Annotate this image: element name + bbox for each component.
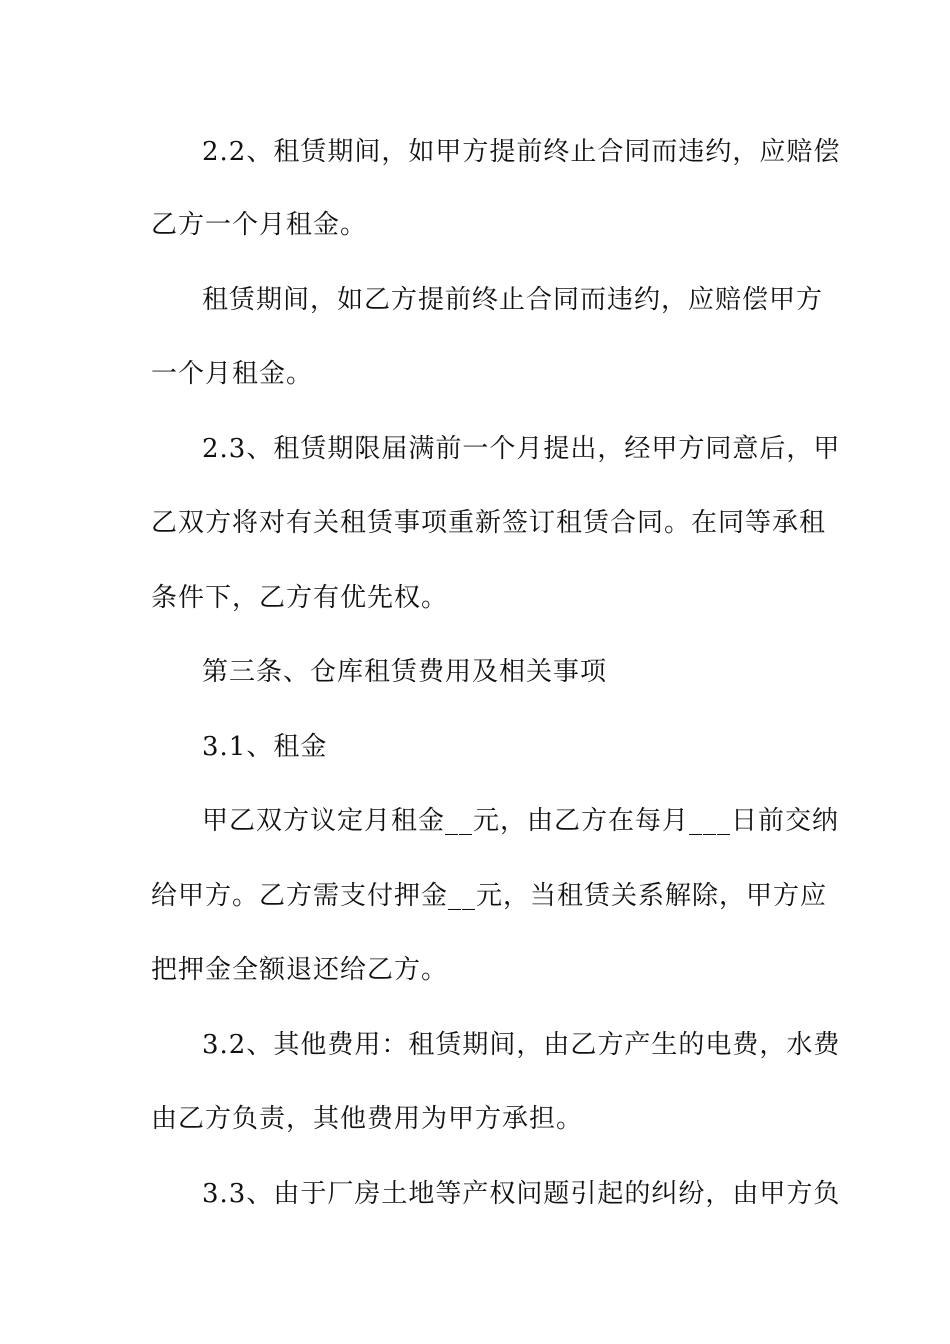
clause-2-3-line-1: 2.3、租赁期限届满前一个月提出，经甲方同意后，甲 [202,434,841,464]
clause-2-3-line-2: 乙双方将对有关租赁事项重新签订租赁合同。在同等承租 [151,508,827,538]
clause-2-2-line-2: 乙方一个月租金。 [151,210,368,240]
clause-3-1-heading: 3.1、租金 [202,732,328,762]
article-3-heading: 第三条、仓库租赁费用及相关事项 [202,657,608,687]
clause-3-3-line-1: 3.3、由于厂房土地等产权问题引起的纠纷，由甲方负 [202,1179,841,1209]
clause-2-2-line-1: 2.2、租赁期间，如甲方提前终止合同而违约，应赔偿 [202,137,841,167]
clause-3-1-line-1: 甲乙双方议定月租金__元，由乙方在每月___日前交纳 [202,806,840,836]
clause-3-1-line-2: 给甲方。乙方需支付押金__元，当租赁关系解除，甲方应 [151,881,828,911]
clause-3-2-line-2: 由乙方负责，其他费用为甲方承担。 [151,1104,584,1134]
clause-2-3-line-3: 条件下，乙方有优先权。 [151,583,449,613]
clause-2-2b-line-2: 一个月租金。 [151,359,314,389]
clause-2-2b-line-1: 租赁期间，如乙方提前终止合同而违约，应赔偿甲方 [202,285,824,315]
clause-3-1-line-3: 把押金全额退还给乙方。 [151,955,449,985]
clause-3-2-line-1: 3.2、其他费用：租赁期间，由乙方产生的电费，水费 [202,1030,841,1060]
